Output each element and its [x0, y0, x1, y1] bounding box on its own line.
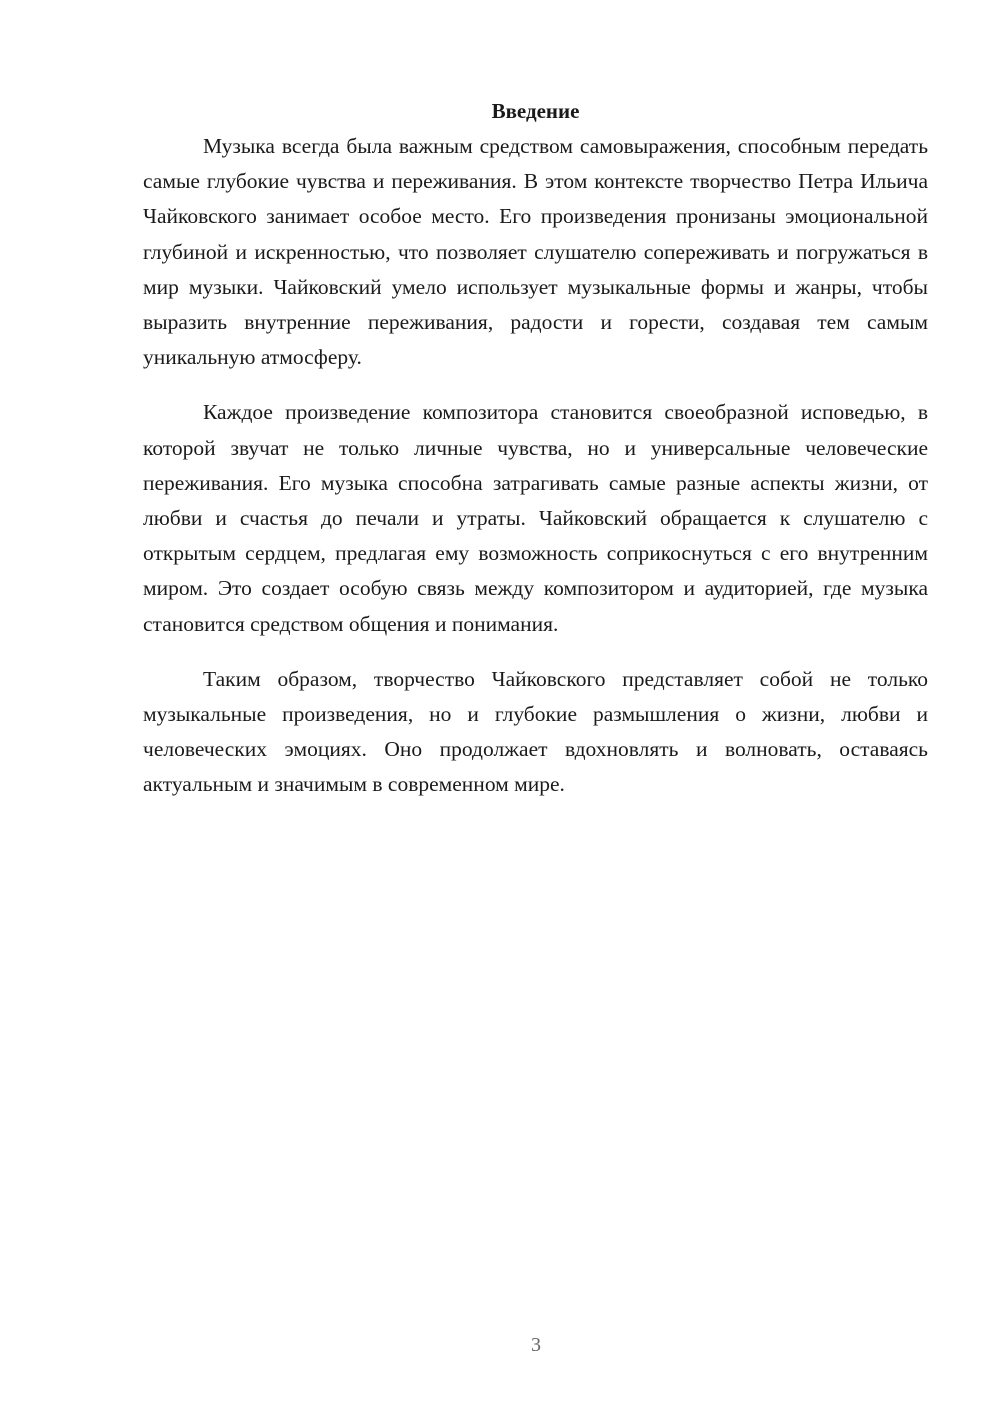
paragraph-1: Музыка всегда была важным средством самовыражения, способным передать самые глубокие чувства и переживания. В этом контексте творчество Петра Ильича Чайковского занимает особое место. Его произведения пронизаны эмоциональной глубиной и искренностью, что позволяет слушателю сопереживать и погружаться в мир музыки. Чайковский умело использует музыкальные формы и жанры, чтобы выразить внутренние переживания, радости и горести, создавая тем самым уникальную атмосферу.	[143, 134, 928, 370]
paragraph-2: Каждое произведение композитора становится своеобразной исповедью, в которой звучат не только личные чувства, но и универсальные человеческие переживания. Его музыка способна затрагивать самые разные аспекты жизни, от любви и счастья до печали и утраты. Чайковский обращается к слушателю с открытым сердцем, предлагая ему возможность соприкоснуться с его внутренним миром. Это создает особую связь между композитором и аудиторией, где музыка становится средством общения и понимания.	[143, 400, 928, 636]
paragraph-3: Таким образом, творчество Чайковского представляет собой не только музыкальные произведения, но и глубокие размышления о жизни, любви и человеческих эмоциях. Оно продолжает вдохновлять и волновать, оставаясь актуальным и значимым в современном мире.	[143, 666, 928, 797]
page-content	[143, 96, 928, 823]
section-heading: Введение	[491, 99, 580, 123]
page-number: 3	[531, 1334, 541, 1356]
